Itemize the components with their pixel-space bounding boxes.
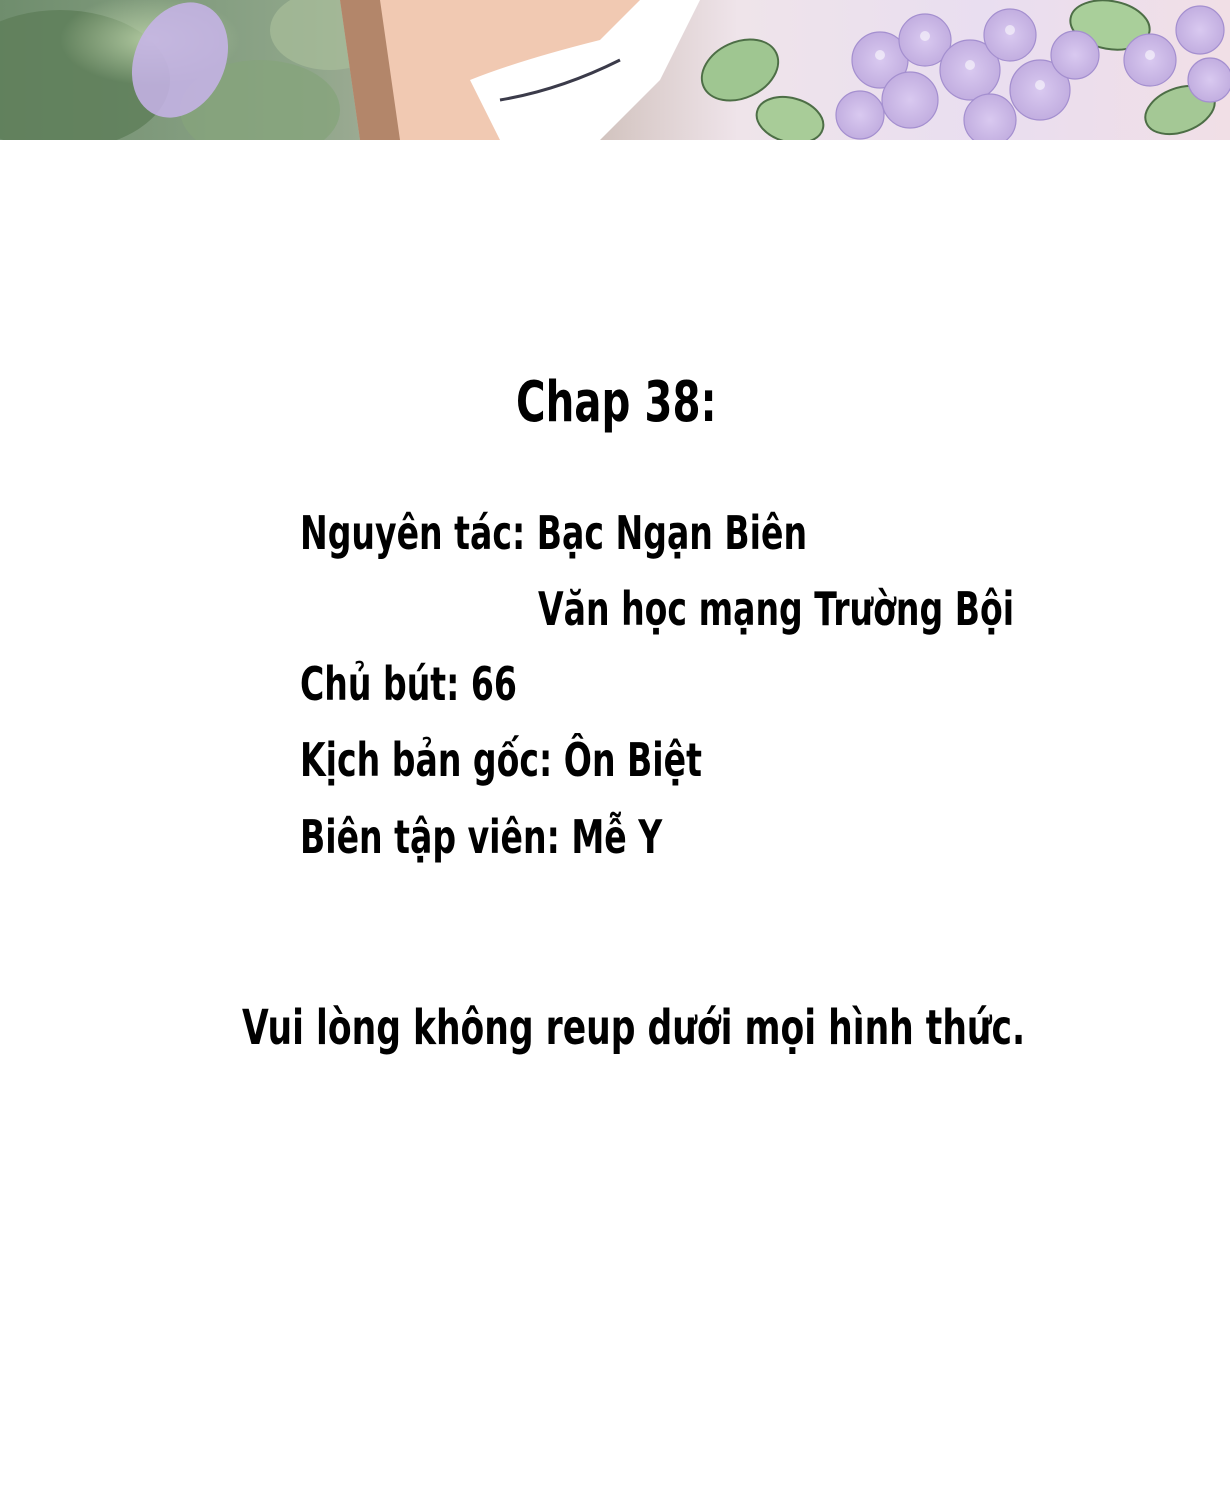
credit-editor: Biên tập viên: Mễ Y <box>300 810 663 864</box>
no-reupload-notice: Vui lòng không reup dưới mọi hình thức. <box>242 1000 1026 1056</box>
chapter-title: Chap 38: <box>516 370 717 435</box>
flowers-illustration-icon <box>0 0 1230 140</box>
credit-artist: Chủ bút: 66 <box>300 657 517 711</box>
credit-screenwriter: Kịch bản gốc: Ôn Biệt <box>300 733 702 787</box>
credit-original-author: Nguyên tác: Bạc Ngạn Biên <box>300 506 808 560</box>
credit-publisher: Văn học mạng Trường Bội <box>538 582 1015 636</box>
header-illustration <box>0 0 1230 140</box>
